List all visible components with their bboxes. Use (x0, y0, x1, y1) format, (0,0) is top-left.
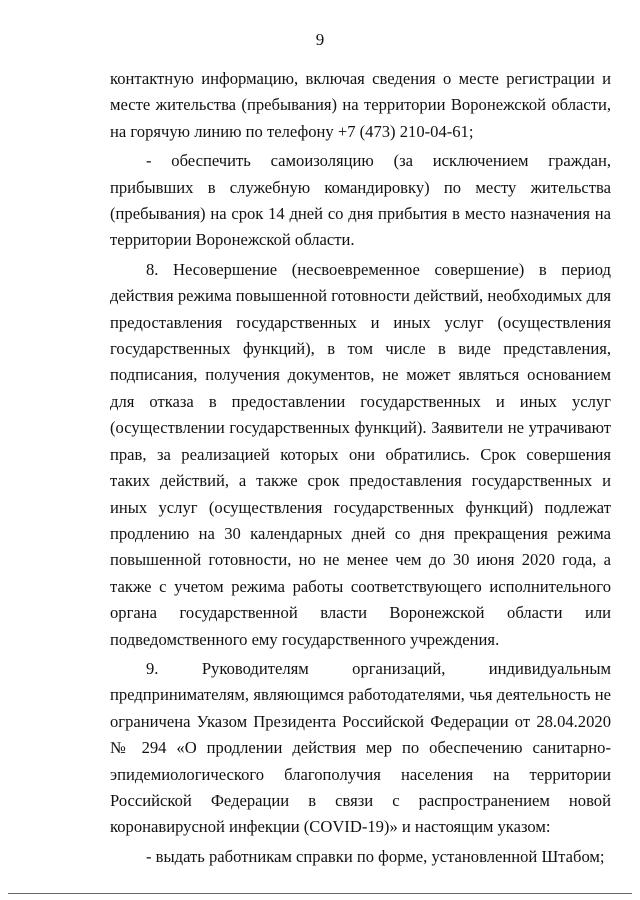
page-bottom-divider (8, 893, 632, 894)
paragraph-issue-certificates: - выдать работникам справки по форме, установленной Штабом; (146, 846, 605, 866)
paragraph-contact-info: контактную информацию, включая сведения о месте регистрации и месте жительства (пребывания) на территории Воронежской области, на горячую линию по телефону +7 (473) 210-04-61; (110, 69, 611, 141)
page-number: 9 (315, 30, 325, 49)
document-body (110, 66, 611, 873)
paragraph-self-isolation: - обеспечить самоизоляцию (за исключением граждан, прибывших в служебную командировку) по месту жительства (пребывания) на срок 14 дней со дня прибытия в место назначения на территории Воронежской области. (110, 151, 611, 250)
paragraph-item-9: 9. Руководителям организаций, индивидуальным предпринимателям, являющимся работодателями, чья деятельность не ограничена Указом Президента Российской Федерации от 28.04.2020 № 294 «О продлении действия мер по обеспечению санитарно-эпидемиологического благополучия населения на территории Российской Федерации в связи с распространением новой коронавирусной инфекции (COVID-19)» и настоящим указом: (110, 658, 611, 837)
paragraph-item-8: 8. Несовершение (несвоевременное совершение) в период действия режима повышенной готовности действий, необходимых для предоставления государственных и иных услуг (осуществления государственных функций), в том числе в виде представления, подписания, получения документов, не может являться основанием для отказа в предоставлении государственных и иных услуг (осуществлении государственных функций). Заявители не утрачивают прав, за реализацией которых они обратились. Срок совершения таких действий, а также срок предоставления государственных и иных услуг (осуществления государственных функций) подлежат продлению на 30 календарных дней со дня прекращения режима повышенной готовности, но не менее чем до 30 июня 2020 года, а также с учетом режима работы соответствующего исполнительного органа государственной власти Воронежской области или подведомственного ему государственного учреждения. (110, 259, 611, 649)
